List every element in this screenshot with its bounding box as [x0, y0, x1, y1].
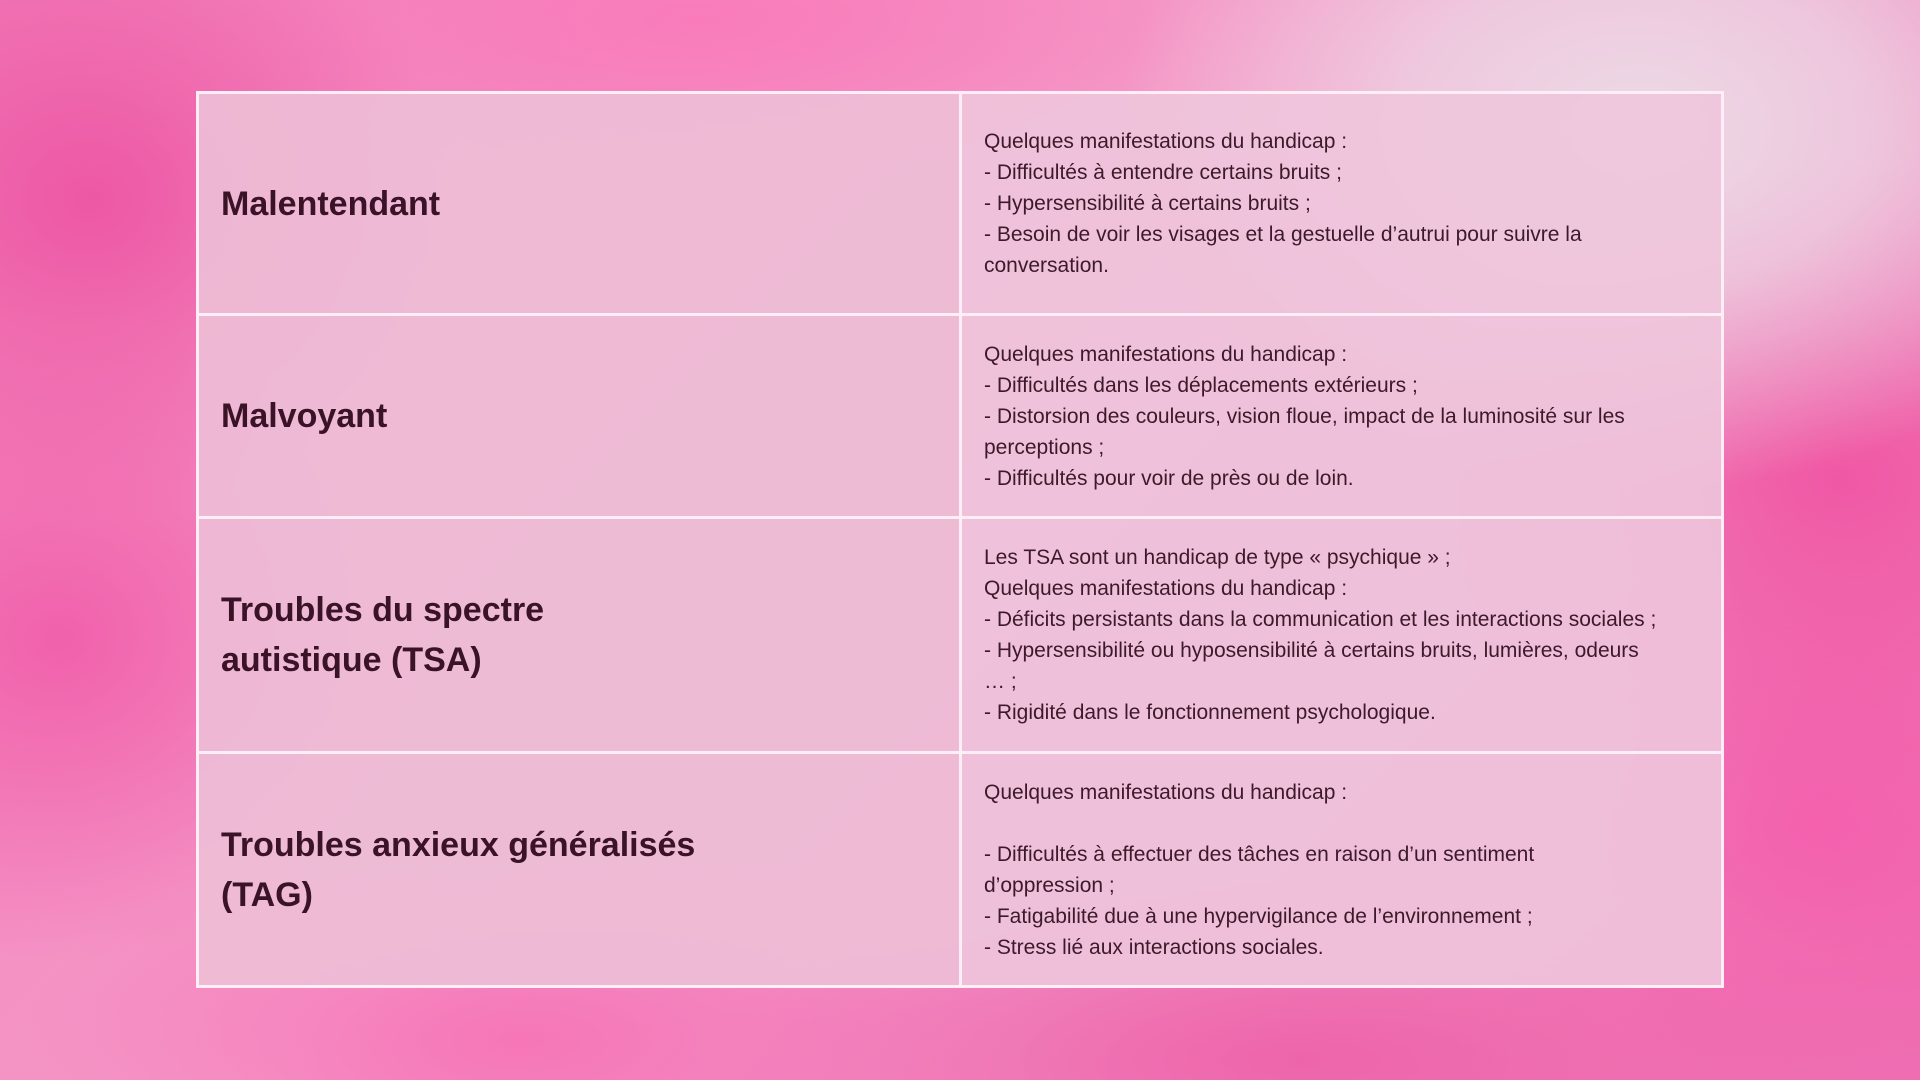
- table-row-2-title-cell: [199, 316, 962, 519]
- row-description-tsa: Les TSA sont un handicap de type « psychique » ; Quelques manifestations du handicap : - Déficits persistants dans la communication et les interactions sociales ; - Hypersensibilité ou hyposensibilité à certains bruits, lumières, odeurs … ; - Rigidité dans le fonctionnement psychologique.: [984, 546, 1657, 724]
- row-title-tsa: Troubles du spectre autistique (TSA): [221, 591, 545, 679]
- row-title-tag: Troubles anxieux généralisés (TAG): [221, 825, 696, 914]
- row-description-malvoyant: Quelques manifestations du handicap : - Difficultés dans les déplacements extérieurs ; - Distorsion des couleurs, vision floue, impact de la luminosité sur les perceptions ; - Difficultés pour voir de près ou de loin.: [984, 342, 1625, 490]
- row-description-malentendant: Quelques manifestations du handicap : - Difficultés à entendre certains bruits ; - Hypersensibilité à certains bruits ; - Besoin de voir les visages et la gestuelle d’autrui pour suivre la conversation.: [984, 130, 1582, 277]
- table-row-3-description-cell: [962, 519, 1721, 754]
- row-title-malentendant: Malentendant: [221, 184, 441, 223]
- table-row-2-description-cell: [962, 316, 1721, 519]
- table-row-4-title-cell: [199, 754, 962, 985]
- row-description-tag: Quelques manifestations du handicap : - Difficultés à effectuer des tâches en raison d’un sentiment d’oppression ; - Fatigabilité due à une hypervigilance de l’environnement ; - Stress lié aux interactions sociales.: [984, 780, 1535, 959]
- table-row-1-description-cell: [962, 94, 1721, 316]
- handicap-table: [196, 91, 1724, 988]
- row-title-malvoyant: Malvoyant: [221, 397, 388, 435]
- table-row-4-description-cell: [962, 754, 1721, 985]
- table-row-3-title-cell: [199, 519, 962, 754]
- table-row-1-title-cell: [199, 94, 962, 316]
